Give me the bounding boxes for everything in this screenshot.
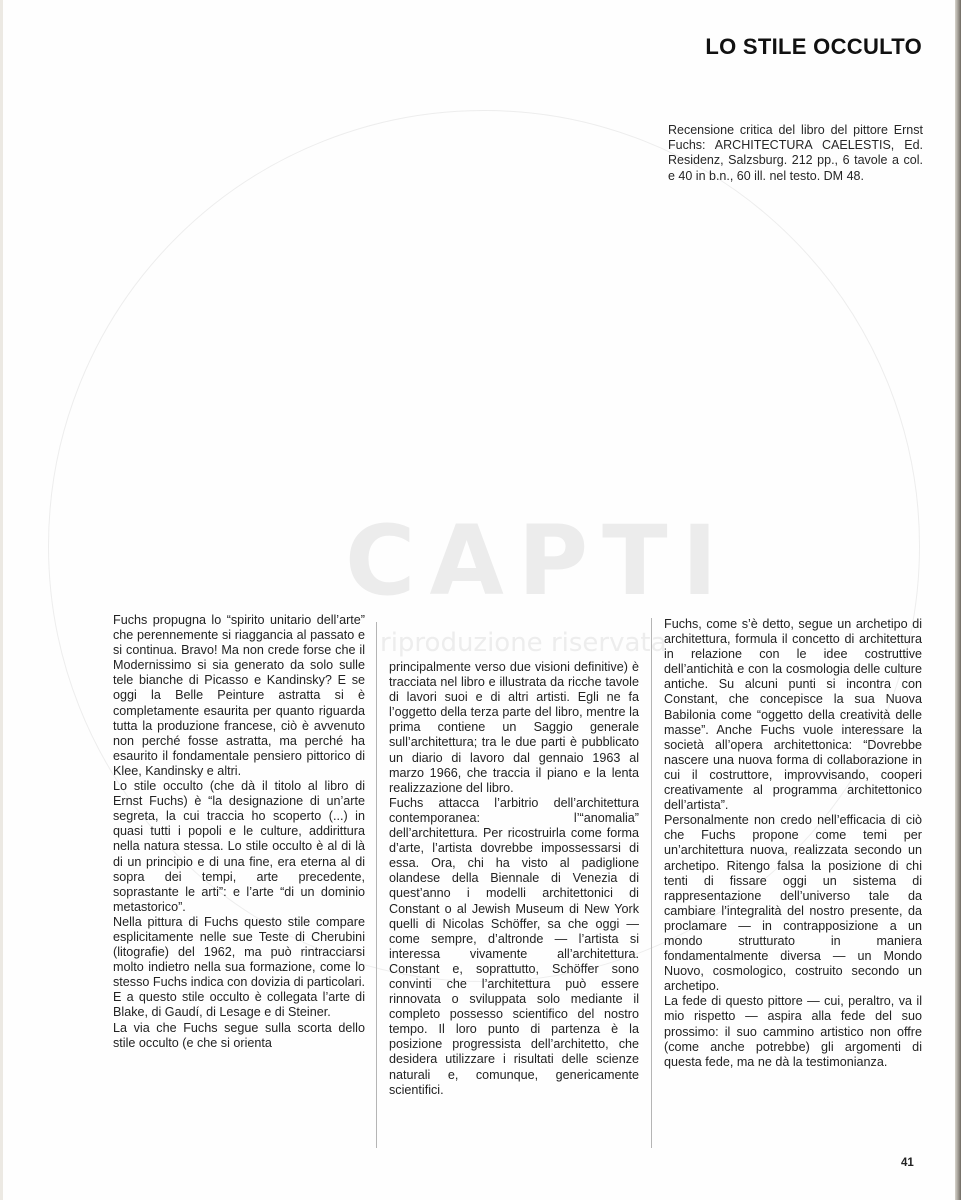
article-subtitle: Recensione critica del libro del pittore Ernst Fuchs: ARCHITECTURA CAELESTIS, Ed. Residenz, Salzsburg. 212 pp., 6 tavole a col. e 40 in b.n., 60 ill. nel testo. DM 48. [668, 123, 923, 183]
column-divider [376, 622, 377, 1148]
paragraph: principalmente verso due visioni definitive) è tracciata nel libro e illustrata da ricche tavole di lavori suoi e di altri artisti. Egli ne fa l’oggetto della terza parte del libro, mentre la prima contiene un Saggio generale sull’architettura; tra le due parti è pubblicato un diario di lavoro dal gennaio 1963 al marzo 1966, che traccia il piano e la lenta realizzazione del libro. [389, 660, 639, 795]
article-title: LO STILE OCCULTO [705, 34, 922, 59]
page-binding-edge [955, 0, 961, 1200]
paragraph: Nella pittura di Fuchs questo stile compare esplicitamente nelle sue Teste di Cherubini (litografie) del 1962, ma può rintracciarsi molto indietro nella sua formazione, come lo stesso Fuchs indica con dovizia di particolari. E a questo stile occulto è collegata l’arte di Blake, di Gaudí, di Lesage e di Steiner. [113, 914, 365, 1020]
paragraph: Fuchs propugna lo “spirito unitario dell’arte” che perennemente si riaggancia al passato e si continua. Bravo! Ma non crede forse che il Modernissimo si sia generato da solo sulle tele bianche di Picasso e Kandinsky? E se oggi la Belle Peinture astratta si è completamente esaurita per quanto riguarda tutta la produzione francese, ciò è avvenuto non perché fosse astratta, ma perché ha esaurito il fondamentale pensiero pittorico di Klee, Kandinsky e altri. [113, 613, 365, 778]
text-column-2 [389, 660, 639, 1130]
paragraph: La fede di questo pittore — cui, peraltro, va il mio rispetto — aspira alla fede del suo prossimo: il suo cammino artistico non offre (come anche potrebbe) gli argomenti di questa fede, ma ne dà la testimonianza. [664, 994, 922, 1069]
page-left-edge [0, 0, 3, 1200]
paragraph: Lo stile occulto (che dà il titolo al libro di Ernst Fuchs) è “la designazione di un’arte segreta, la cui traccia ho scoperto (...) in quasi tutti i popoli e le culture, addirittura nella natura stessa. Lo stile occulto è al di là di un principio e di una fine, era eterna al di sopra dei tempi, arte precedente, soprastante le arti”: e l’arte “di un dominio metastorico”. [113, 779, 365, 914]
column-divider [651, 618, 652, 1148]
paragraph: Personalmente non credo nell’efficacia di ciò che Fuchs propone come temi per un’architettura nuova, realizzata secondo un archetipo. Ritengo falsa la posizione di chi tenti di fissare oggi un sistema di rappresentazione dell’universo tale da cambiare l’integralità del nostro presente, da proclamare — in contrapposizione a un mondo strutturato in maniera fondamentalmente diversa — un Mondo Nuovo, cosmologico, costruito secondo un archetipo. [664, 813, 922, 994]
paragraph: Fuchs, come s’è detto, segue un archetipo di architettura, formula il concetto di architettura in relazione con le idee costruttive dell’antichità e con la cosmologia delle culture antiche. Su alcuni punti si incontra con Constant, che concepisce la sua Nuova Babilonia come “oggetto della creatività delle masse”. Anche Fuchs vuole interessare la società all’opera architettonica: “Dovrebbe nascere una nuova forma di collaborazione in cui il costruttore, improvvisando, cooperi creativamente al programma architettonico dell’artista”. [664, 617, 922, 813]
paragraph: Fuchs attacca l’arbitrio dell’architettura contemporanea: l’“anomalia” dell’architettura. Per ricostruirla come forma d’arte, l’artista dovrebbe impossessarsi di essa. Ora, chi ha visto al padiglione olandese della Biennale di Venezia di quest’anno i modelli architettonici di Constant o al Jewish Museum di New York quelli di Nicolas Schöffer, sa che oggi — come sempre, d’altronde — l’artista si interessa vivamente all’architettura. Constant e, soprattutto, Schöffer sono convinti che l’architettura può essere rinnovata o sviluppata solo mediante il completo possesso scientifico del nostro tempo. Il loro punto di partenza è la posizione progressista dell’architetto, che desidera utilizzare i risultati delle scienze naturali e, comunque, genericamente scientifici. [389, 795, 639, 1097]
text-column-1 [113, 613, 365, 1183]
page-number: 41 [901, 1157, 914, 1169]
paragraph: La via che Fuchs segue sulla scorta dello stile occulto (e che si orienta [113, 1020, 365, 1050]
watermark-subtext: riproduzione riservata [380, 628, 667, 658]
text-column-3 [664, 617, 922, 1157]
watermark-logo: CAPTI [345, 505, 732, 617]
